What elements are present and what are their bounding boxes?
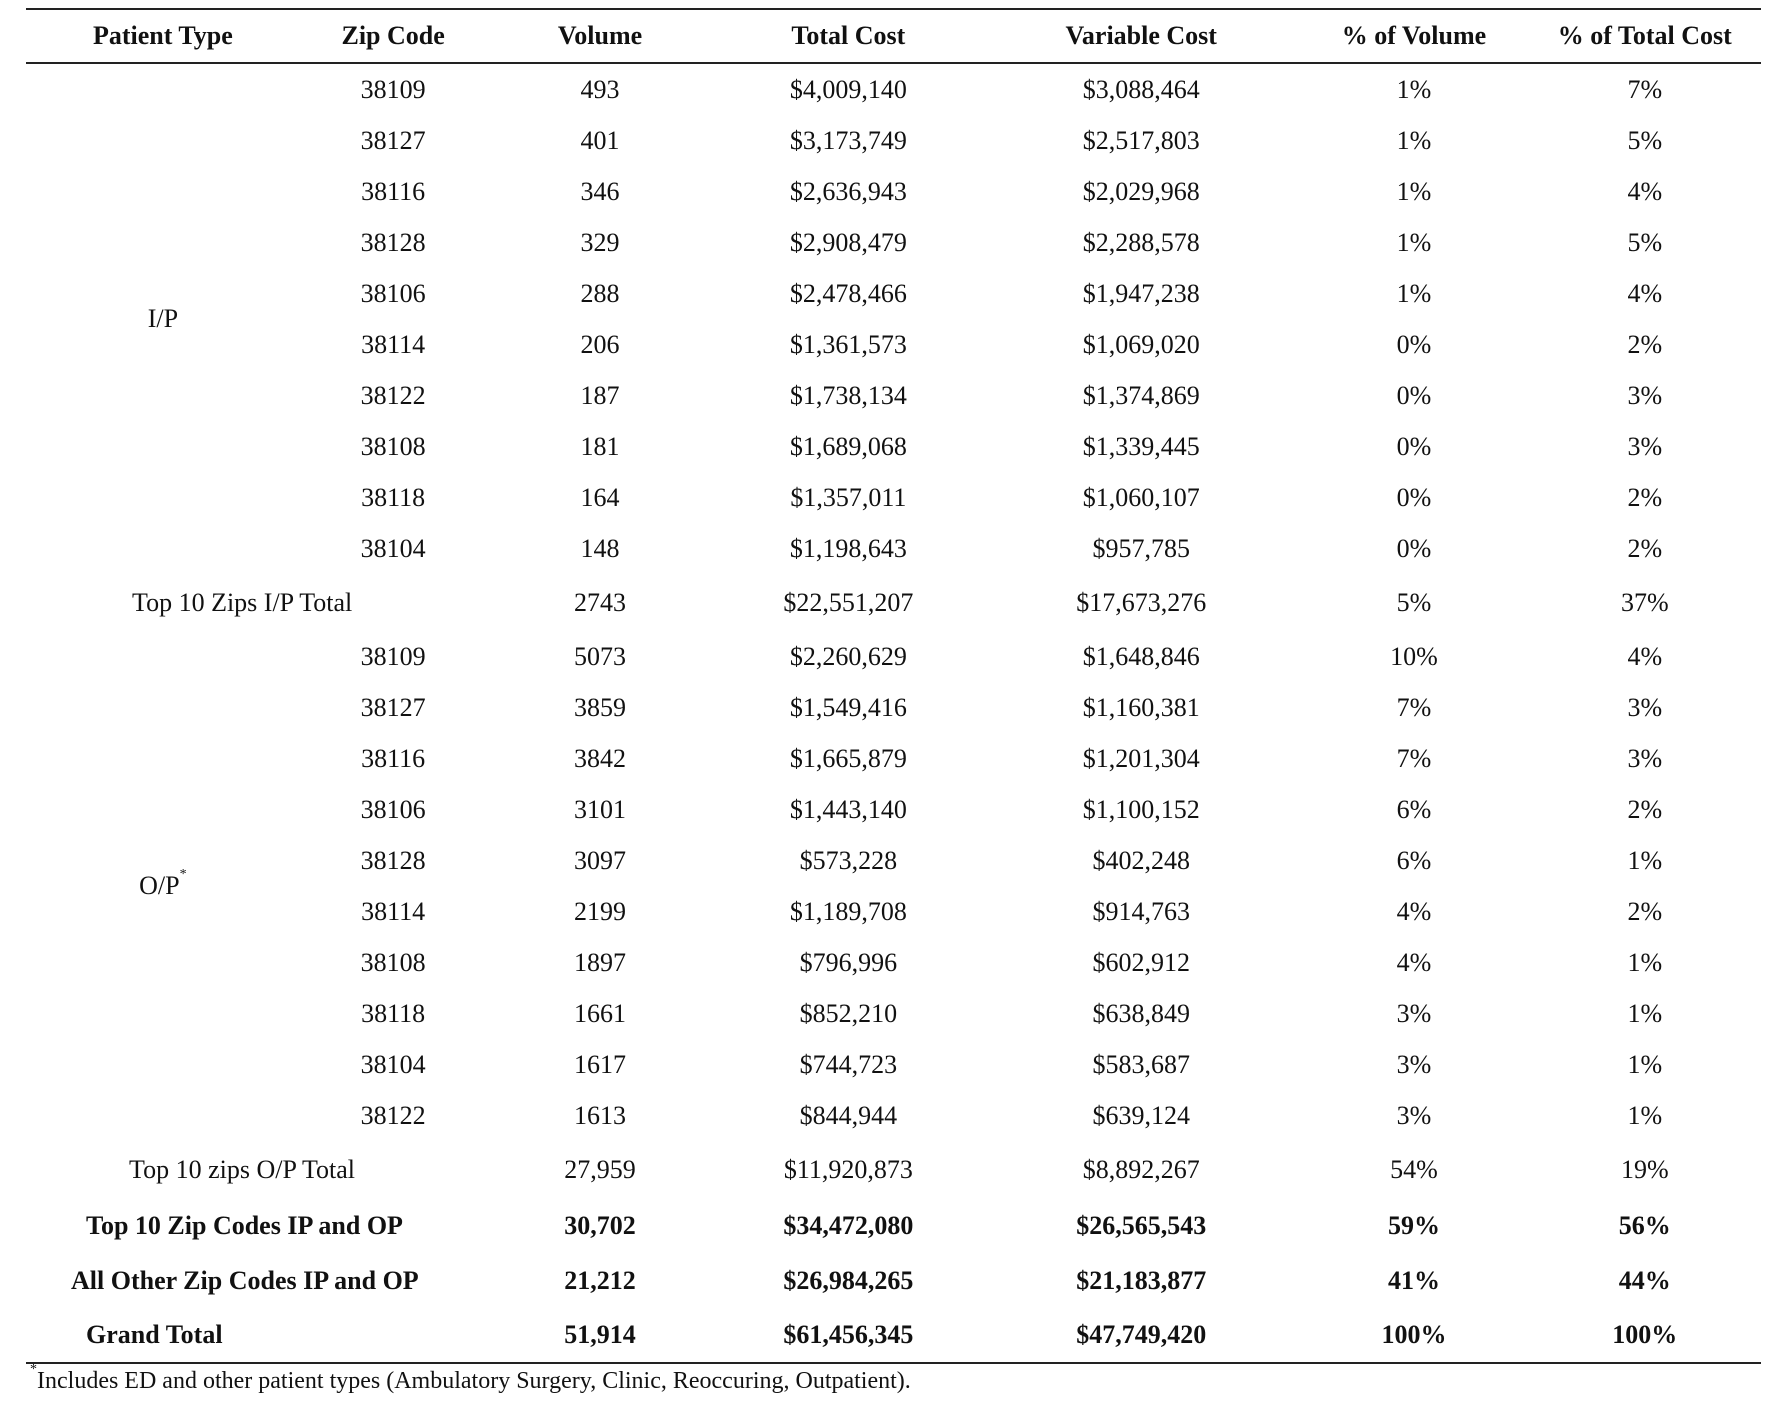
patient-type-footnote-mark: * [179,867,187,882]
total-row-label: Top 10 zips O/P Total [129,1154,356,1184]
total-cost-cell: $2,478,466 [789,278,907,308]
volume-cell: 3101 [574,794,627,824]
total-cost-cell: $2,636,943 [789,176,907,206]
summary-row-label: Grand Total [26,1308,487,1363]
total-cost-cell: $22,551,207 [783,587,914,617]
pct-volume-cell: 4% [1396,947,1432,977]
pct-total-cost-cell: 1% [1627,1100,1663,1130]
pct-volume-cell: 0% [1396,431,1432,461]
variable-cost-cell: $957,785 [1092,533,1190,563]
pct-total-cost-cell: 4% [1627,278,1663,308]
footnote [30,1362,911,1395]
pct-volume-cell: 5% [1396,587,1432,617]
pct-volume-cell: 0% [1396,533,1432,563]
pct-volume-cell: 4% [1396,896,1432,926]
pct-volume-cell: 0% [1396,482,1432,512]
zip-code-cell: 38108 [360,947,426,977]
pct-total-cost-cell: 19% [1620,1154,1669,1184]
volume-cell: 3842 [574,743,627,773]
total-cost-cell: $1,198,643 [789,533,907,563]
zip-code-cell: 38128 [360,845,426,875]
total-cost-cell: $26,984,265 [783,1265,914,1295]
footnote-text: Includes ED and other patient types (Ambulatory Surgery, Clinic, Reoccuring, Outpatient). [37,1368,911,1394]
total-cost-cell: $852,210 [799,998,898,1028]
zip-code-cell: 38104 [360,1049,426,1079]
data-table-container [26,8,1761,1364]
op-total-row [26,1141,1761,1198]
zip-code-cell: 38118 [361,998,426,1028]
pct-volume-cell: 59% [1387,1210,1440,1240]
pct-volume-cell: 1% [1396,125,1432,155]
pct-volume-cell: 1% [1396,278,1432,308]
pct-volume-cell: 0% [1396,380,1432,410]
variable-cost-cell: $17,673,276 [1076,587,1207,617]
variable-cost-cell: $1,374,869 [1082,380,1200,410]
pct-total-cost-cell: 3% [1627,380,1663,410]
zip-code-cell: 38104 [360,533,426,563]
total-cost-cell: $1,665,879 [789,743,907,773]
volume-cell: 1897 [574,947,627,977]
variable-cost-cell: $1,947,238 [1082,278,1200,308]
pct-total-cost-cell: 2% [1627,794,1663,824]
footnote-mark: * [30,1362,37,1377]
variable-cost-cell: $1,648,846 [1082,641,1200,671]
pct-volume-cell: 10% [1390,641,1438,671]
total-cost-cell: $2,908,479 [789,227,907,257]
variable-cost-cell: $1,339,445 [1082,431,1200,461]
total-cost-cell: $1,689,068 [789,431,907,461]
variable-cost-cell: $2,029,968 [1082,176,1200,206]
zip-code-cell: 38109 [360,74,426,104]
pct-volume-cell: 6% [1396,794,1432,824]
volume-cell: 164 [580,482,620,512]
volume-cell: 30,702 [564,1210,636,1240]
col-header-pct-total-cost: % of Total Cost [1529,9,1761,63]
zip-code-cell: 38128 [360,227,426,257]
pct-volume-cell: 6% [1396,845,1432,875]
volume-cell: 401 [580,125,620,155]
total-cost-cell: $844,944 [799,1100,898,1130]
total-cost-cell: $1,738,134 [789,380,907,410]
pct-total-cost-cell: 2% [1627,329,1663,359]
total-cost-cell: $4,009,140 [789,74,907,104]
volume-cell: 288 [580,278,620,308]
volume-cell: 5073 [574,641,627,671]
col-header-total-cost: Total Cost [714,9,984,63]
all-other-row [26,1253,1761,1308]
header-row [26,9,1761,63]
total-cost-cell: $573,228 [799,845,898,875]
total-cost-cell: $796,996 [799,947,898,977]
zip-code-cost-table [26,8,1761,1364]
variable-cost-cell: $1,201,304 [1082,743,1200,773]
pct-volume-cell: 1% [1396,74,1432,104]
volume-cell: 2743 [574,587,627,617]
zip-code-cell: 38118 [361,482,426,512]
pct-volume-cell: 54% [1390,1154,1438,1184]
variable-cost-cell: $638,849 [1092,998,1190,1028]
variable-cost-cell: $1,069,020 [1082,329,1200,359]
variable-cost-cell: $3,088,464 [1082,74,1200,104]
volume-cell: 1617 [574,1049,627,1079]
pct-total-cost-cell: 5% [1627,125,1663,155]
pct-total-cost-cell: 37% [1620,587,1669,617]
patient-type-op [26,631,300,1141]
total-cost-cell: $1,549,416 [789,692,907,722]
pct-total-cost-cell: 1% [1627,845,1663,875]
zip-code-cell: 38106 [360,278,426,308]
pct-total-cost-cell: 2% [1627,482,1663,512]
total-cost-cell: $1,189,708 [789,896,907,926]
top10-combined-row [26,1198,1761,1253]
total-row-label: Top 10 Zips I/P Total [132,587,353,617]
variable-cost-cell: $402,248 [1092,845,1190,875]
zip-code-cell: 38109 [360,641,426,671]
zip-code-cell: 38116 [361,176,426,206]
volume-cell: 148 [580,533,620,563]
zip-code-cell: 38127 [360,125,426,155]
pct-total-cost-cell: 1% [1627,947,1663,977]
pct-volume-cell: 3% [1396,998,1432,1028]
pct-volume-cell: 41% [1387,1265,1440,1295]
volume-cell: 187 [580,380,620,410]
pct-total-cost-cell: 2% [1627,896,1663,926]
pct-volume-cell: 100% [1299,1308,1528,1363]
volume-cell: 27,959 [564,1154,636,1184]
volume-cell: 51,914 [487,1308,714,1363]
total-cost-cell: $1,443,140 [789,794,907,824]
zip-code-cell: 38114 [361,896,426,926]
zip-code-cell: 38116 [361,743,426,773]
variable-cost-cell: $47,749,420 [983,1308,1299,1363]
volume-cell: 493 [580,74,620,104]
pct-total-cost-cell: 2% [1627,533,1663,563]
table-body [26,63,1761,1363]
zip-code-cell: 38122 [360,1100,426,1130]
table-row [26,631,1761,682]
zip-code-cell: 38108 [360,431,426,461]
pct-total-cost-cell: 3% [1627,692,1663,722]
col-header-patient-type: Patient Type [26,9,300,63]
pct-volume-cell: 7% [1396,743,1432,773]
pct-volume-cell: 1% [1396,176,1432,206]
pct-total-cost-cell: 3% [1627,743,1663,773]
variable-cost-cell: $914,763 [1092,896,1190,926]
total-cost-cell: $3,173,749 [789,125,907,155]
variable-cost-cell: $26,565,543 [1076,1210,1207,1240]
volume-cell: 206 [580,329,620,359]
total-cost-cell: $2,260,629 [789,641,907,671]
pct-total-cost-cell: 1% [1627,998,1663,1028]
total-cost-cell: $1,357,011 [790,482,907,512]
pct-volume-cell: 1% [1396,227,1432,257]
volume-cell: 3097 [574,845,627,875]
table-row [26,63,1761,115]
pct-total-cost-cell: 4% [1627,176,1663,206]
pct-total-cost-cell: 4% [1627,641,1663,671]
variable-cost-cell: $2,288,578 [1082,227,1200,257]
pct-total-cost-cell: 7% [1627,74,1663,104]
grand-total-row [26,1308,1761,1363]
total-cost-cell: $11,920,873 [783,1154,913,1184]
pct-total-cost-cell: 56% [1618,1210,1671,1240]
variable-cost-cell: $639,124 [1092,1100,1190,1130]
variable-cost-cell: $1,060,107 [1082,482,1200,512]
variable-cost-cell: $8,892,267 [1082,1154,1200,1184]
pct-volume-cell: 3% [1396,1049,1432,1079]
zip-code-cell: 38106 [360,794,426,824]
pct-total-cost-cell: 1% [1627,1049,1663,1079]
pct-volume-cell: 3% [1396,1100,1432,1130]
summary-row-label: All Other Zip Codes IP and OP [71,1265,419,1295]
total-cost-cell: $34,472,080 [783,1210,914,1240]
volume-cell: 181 [580,431,620,461]
col-header-volume: Volume [487,9,714,63]
volume-cell: 21,212 [564,1265,636,1295]
col-header-variable-cost: Variable Cost [983,9,1299,63]
pct-total-cost-cell: 44% [1618,1265,1671,1295]
patient-type-label: O/P [139,871,180,900]
pct-total-cost-cell: 5% [1627,227,1663,257]
col-header-pct-volume: % of Volume [1299,9,1528,63]
summary-row-label: Top 10 Zip Codes IP and OP [86,1210,403,1240]
volume-cell: 3859 [574,692,627,722]
volume-cell: 1613 [574,1100,627,1130]
zip-code-cell: 38122 [360,380,426,410]
variable-cost-cell: $1,160,381 [1082,692,1200,722]
ip-total-row [26,574,1761,631]
total-cost-cell: $744,723 [799,1049,898,1079]
pct-total-cost-cell: 3% [1627,431,1663,461]
col-header-zip-code: Zip Code [300,9,487,63]
total-cost-cell: $61,456,345 [714,1308,984,1363]
variable-cost-cell: $1,100,152 [1082,794,1200,824]
patient-type-label: I/P [147,304,179,333]
patient-type-ip [26,63,300,574]
pct-volume-cell: 7% [1396,692,1432,722]
variable-cost-cell: $21,183,877 [1076,1265,1207,1295]
zip-code-cell: 38114 [361,329,426,359]
pct-volume-cell: 0% [1396,329,1432,359]
zip-code-cell: 38127 [360,692,426,722]
variable-cost-cell: $602,912 [1092,947,1190,977]
variable-cost-cell: $583,687 [1092,1049,1190,1079]
volume-cell: 329 [580,227,620,257]
variable-cost-cell: $2,517,803 [1082,125,1200,155]
total-cost-cell: $1,361,573 [789,329,907,359]
volume-cell: 346 [580,176,620,206]
volume-cell: 2199 [574,896,627,926]
volume-cell: 1661 [574,998,627,1028]
pct-total-cost-cell: 100% [1529,1308,1761,1363]
